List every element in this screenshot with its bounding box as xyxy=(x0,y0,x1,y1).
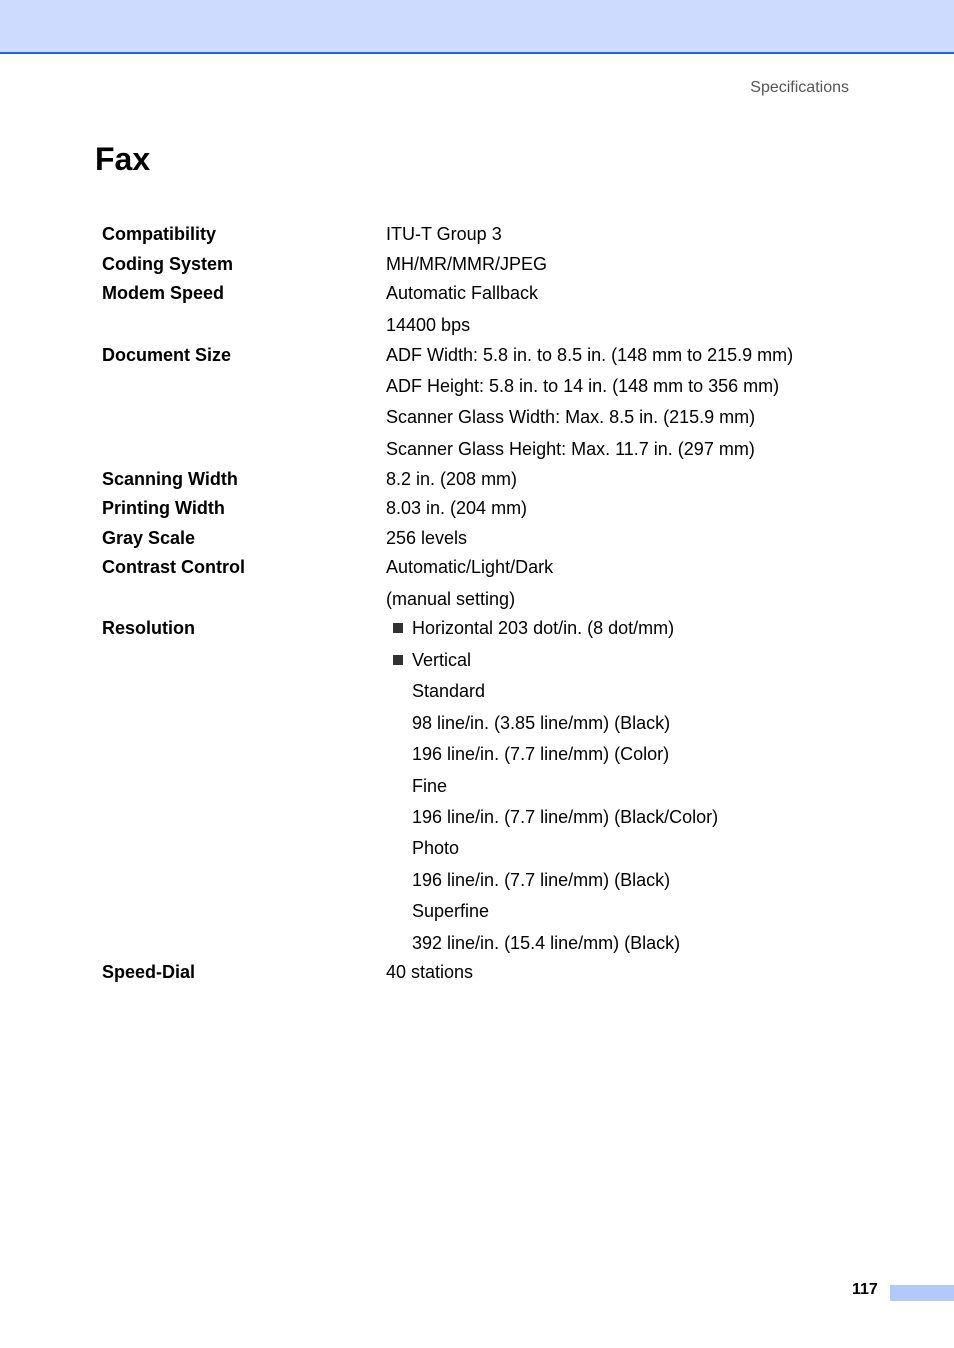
spec-value: ADF Height: 5.8 in. to 14 in. (148 mm to 356 mm) xyxy=(386,376,780,396)
spec-row-printing-width xyxy=(0,496,954,526)
spec-label: Coding System xyxy=(102,254,234,274)
spec-row-resolution xyxy=(0,616,954,646)
spec-value: Automatic Fallback xyxy=(386,283,539,303)
spec-row-resolution-mode xyxy=(0,679,954,709)
spec-value: ITU-T Group 3 xyxy=(386,224,502,244)
spec-value: 196 line/in. (7.7 line/mm) (Color) xyxy=(412,744,670,764)
spec-value: 196 line/in. (7.7 line/mm) (Black/Color) xyxy=(412,807,719,827)
spec-row-resolution-mode xyxy=(0,899,954,929)
spec-value: Superfine xyxy=(412,901,490,921)
spec-value: Horizontal 203 dot/in. (8 dot/mm) xyxy=(412,618,675,638)
square-bullet-icon xyxy=(393,623,403,633)
spec-label: Printing Width xyxy=(102,498,225,518)
spec-label: Speed-Dial xyxy=(102,962,196,982)
spec-value: Vertical xyxy=(412,650,472,670)
top-color-band xyxy=(0,0,954,54)
spec-row-resolution-mode xyxy=(0,742,954,772)
spec-row-document-size xyxy=(0,343,954,373)
spec-label: Resolution xyxy=(102,618,195,638)
spec-value: Photo xyxy=(412,838,460,858)
spec-row-compatibility xyxy=(0,222,954,252)
spec-row-document-size-cont xyxy=(0,374,954,404)
page-tab-marker xyxy=(890,1285,954,1301)
page-number: 117 xyxy=(852,1281,878,1298)
spec-label: Scanning Width xyxy=(102,469,238,489)
spec-label: Compatibility xyxy=(102,224,217,244)
spec-row-resolution-mode xyxy=(0,868,954,898)
square-bullet-icon xyxy=(393,655,403,665)
spec-value: 392 line/in. (15.4 line/mm) (Black) xyxy=(412,933,681,953)
spec-row-coding-system xyxy=(0,252,954,282)
spec-value: (manual setting) xyxy=(386,589,516,609)
spec-label: Document Size xyxy=(102,345,232,365)
spec-value: 98 line/in. (3.85 line/mm) (Black) xyxy=(412,713,671,733)
spec-row-resolution-vertical xyxy=(0,648,954,678)
spec-value: 8.03 in. (204 mm) xyxy=(386,498,528,518)
spec-row-contrast-control xyxy=(0,555,954,585)
spec-value: 256 levels xyxy=(386,528,468,548)
page-title: Fax xyxy=(95,141,151,177)
spec-value: Scanner Glass Height: Max. 11.7 in. (297 mm) xyxy=(386,439,755,459)
spec-value: 14400 bps xyxy=(386,315,471,335)
spec-row-document-size-cont xyxy=(0,405,954,435)
spec-value: 40 stations xyxy=(386,962,474,982)
spec-row-modem-speed xyxy=(0,281,954,311)
spec-value: 8.2 in. (208 mm) xyxy=(386,469,518,489)
spec-row-resolution-mode xyxy=(0,931,954,961)
spec-value: Automatic/Light/Dark xyxy=(386,557,554,577)
spec-row-modem-speed-cont xyxy=(0,313,954,343)
spec-label: Modem Speed xyxy=(102,283,225,303)
spec-value: MH/MR/MMR/JPEG xyxy=(386,254,547,274)
spec-row-document-size-cont xyxy=(0,437,954,467)
spec-value: Scanner Glass Width: Max. 8.5 in. (215.9 mm) xyxy=(386,407,756,427)
spec-row-scanning-width xyxy=(0,467,954,497)
spec-value: Fine xyxy=(412,776,448,796)
spec-row-gray-scale xyxy=(0,526,954,556)
spec-row-resolution-mode xyxy=(0,711,954,741)
spec-row-resolution-mode xyxy=(0,836,954,866)
spec-label: Gray Scale xyxy=(102,528,196,548)
spec-row-contrast-control-cont xyxy=(0,587,954,617)
spec-value: 196 line/in. (7.7 line/mm) (Black) xyxy=(412,870,671,890)
spec-row-resolution-mode xyxy=(0,805,954,835)
spec-row-speed-dial xyxy=(0,960,954,990)
section-header: Specifications xyxy=(750,79,849,96)
spec-row-resolution-mode xyxy=(0,774,954,804)
spec-value: ADF Width: 5.8 in. to 8.5 in. (148 mm to 215.9 mm) xyxy=(386,345,794,365)
spec-label: Contrast Control xyxy=(102,557,245,577)
spec-value: Standard xyxy=(412,681,486,701)
